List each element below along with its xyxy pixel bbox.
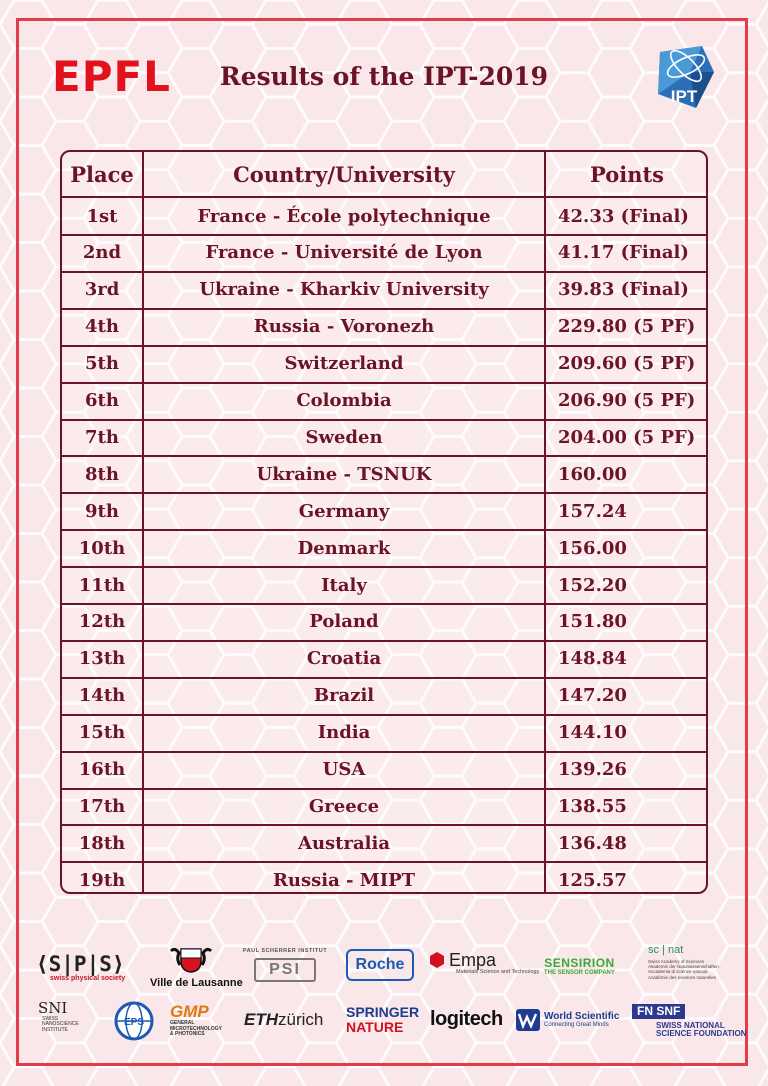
table-row bbox=[62, 346, 706, 384]
place-cell: 14th bbox=[78, 685, 126, 707]
world-scientific-icon bbox=[516, 1009, 540, 1031]
empa-text: Empa bbox=[449, 950, 497, 970]
empa-logo bbox=[428, 951, 539, 976]
country-cell: Poland bbox=[309, 611, 379, 633]
place-cell: 4th bbox=[85, 316, 119, 338]
points-cell: 157.24 bbox=[558, 500, 627, 522]
table-row bbox=[62, 788, 706, 826]
page-title: Results of the IPT-2019 bbox=[219, 62, 549, 91]
sponsor-logos bbox=[34, 944, 747, 1045]
country-cell: Sweden bbox=[305, 426, 383, 448]
country-cell: Greece bbox=[308, 795, 380, 817]
sensirion-text: SENSIRION bbox=[544, 956, 615, 970]
country-cell: Ukraine - Kharkiv University bbox=[199, 279, 489, 301]
snf-text: SCIENCE FOUNDATION bbox=[656, 1029, 747, 1039]
roche-logo: Roche bbox=[346, 949, 414, 981]
place-cell: 16th bbox=[78, 759, 126, 780]
sps-logo bbox=[36, 953, 125, 982]
country-cell: Germany bbox=[298, 500, 390, 522]
table-row bbox=[62, 493, 706, 531]
sensirion-subtitle: THE SENSOR COMPANY bbox=[544, 969, 615, 976]
place-cell: 19th bbox=[78, 869, 126, 891]
country-cell: France - Université de Lyon bbox=[205, 242, 483, 264]
country-cell: Australia bbox=[298, 832, 390, 854]
place-cell: 2nd bbox=[82, 242, 122, 264]
table-row bbox=[62, 752, 706, 790]
psi-logo bbox=[242, 949, 328, 982]
header-place: Place bbox=[70, 161, 134, 187]
points-cell: 209.60 (5 PF) bbox=[558, 353, 696, 375]
place-cell: 10th bbox=[78, 537, 126, 559]
points-cell: 156.00 bbox=[558, 537, 627, 559]
country-cell: France - École polytechnique bbox=[197, 205, 491, 227]
eth-logo bbox=[244, 1011, 323, 1029]
points-cell: 152.20 bbox=[558, 574, 627, 596]
scnat-subtitle: Accademia di scienze naturali bbox=[648, 969, 708, 975]
table-row bbox=[62, 715, 706, 753]
country-cell: Denmark bbox=[297, 537, 391, 559]
points-cell: 144.10 bbox=[558, 722, 627, 744]
eps-globe-icon bbox=[114, 1001, 154, 1041]
table-row bbox=[62, 456, 706, 494]
psi-top-text: PAUL SCHERRER INSTITUT bbox=[242, 948, 328, 954]
epfl-logo: EPFL bbox=[52, 52, 171, 101]
table-row bbox=[62, 198, 706, 236]
country-cell: USA bbox=[322, 759, 366, 780]
place-cell: 17th bbox=[78, 795, 126, 817]
country-cell: Colombia bbox=[296, 390, 392, 411]
snf-text: SWISS NATIONAL bbox=[656, 1020, 725, 1030]
results-table bbox=[60, 150, 708, 894]
gmp-subtitle: & PHOTONICS bbox=[170, 1031, 205, 1038]
header-country: Country/University bbox=[233, 161, 455, 187]
scnat-logo bbox=[648, 945, 719, 980]
table-row bbox=[62, 825, 706, 863]
sni-subtitle: INSTITUTE bbox=[42, 1026, 68, 1033]
sps-subtitle: swiss physical society bbox=[50, 975, 126, 983]
sni-logo bbox=[38, 1001, 79, 1033]
scnat-subtitle: Swiss Academy of Sciences bbox=[648, 958, 705, 964]
table-row bbox=[62, 530, 706, 568]
country-cell: Russia - MIPT bbox=[272, 869, 416, 891]
points-cell: 148.84 bbox=[558, 648, 627, 670]
eps-logo bbox=[114, 1001, 154, 1041]
sni-subtitle: NANOSCIENCE bbox=[42, 1021, 79, 1028]
points-cell: 206.90 (5 PF) bbox=[558, 390, 696, 411]
place-cell: 1st bbox=[86, 205, 118, 227]
table-header-row bbox=[62, 152, 706, 198]
table-row bbox=[62, 641, 706, 679]
table-row bbox=[62, 272, 706, 310]
place-cell: 12th bbox=[78, 611, 126, 633]
points-cell: 204.00 (5 PF) bbox=[558, 426, 696, 448]
place-cell: 13th bbox=[78, 648, 126, 670]
table-row bbox=[62, 309, 706, 347]
points-cell: 125.57 bbox=[558, 869, 627, 891]
lausanne-text: Ville de Lausanne bbox=[150, 976, 243, 989]
country-cell: Italy bbox=[321, 574, 367, 596]
points-cell: 138.55 bbox=[558, 795, 627, 817]
gmp-subtitle: GENERAL bbox=[170, 1019, 195, 1026]
table-row bbox=[62, 235, 706, 273]
country-cell: Ukraine - TSNUK bbox=[256, 463, 432, 485]
place-cell: 6th bbox=[85, 390, 119, 411]
world-scientific-text: World Scientific bbox=[544, 1010, 620, 1022]
snf-mark: FN SNF bbox=[632, 1004, 685, 1019]
place-cell: 3rd bbox=[84, 279, 120, 301]
header-points: Points bbox=[589, 161, 664, 187]
sensirion-logo bbox=[544, 957, 615, 976]
lausanne-crest-icon bbox=[167, 945, 215, 973]
place-cell: 15th bbox=[78, 722, 126, 744]
eps-text: EPS bbox=[123, 1017, 145, 1028]
sps-mark: ⟨S|P|S⟩ bbox=[36, 952, 125, 976]
table-row bbox=[62, 383, 706, 421]
psi-mark: PSI bbox=[254, 958, 316, 982]
points-cell: 229.80 (5 PF) bbox=[558, 316, 696, 338]
gmp-mark: GMP bbox=[170, 1002, 209, 1021]
country-cell: Brazil bbox=[313, 685, 375, 707]
scnat-subtitle: Académie des sciences naturelles bbox=[648, 974, 717, 980]
springer-text: SPRINGER bbox=[346, 1004, 420, 1020]
gmp-subtitle: MICROTECHNOLOGY bbox=[170, 1025, 222, 1032]
place-cell: 11th bbox=[78, 574, 126, 596]
points-cell: 39.83 (Final) bbox=[558, 279, 689, 301]
points-cell: 147.20 bbox=[558, 685, 627, 707]
place-cell: 8th bbox=[85, 463, 119, 485]
scnat-subtitle: Akademie der Naturwissenschaften bbox=[648, 963, 719, 969]
sni-mark: SNI bbox=[38, 999, 68, 1017]
gmp-logo bbox=[170, 1003, 222, 1038]
place-cell: 18th bbox=[78, 832, 126, 854]
place-cell: 5th bbox=[85, 353, 119, 375]
world-scientific-logo bbox=[516, 1009, 619, 1031]
snf-logo bbox=[632, 1003, 747, 1039]
country-cell: Croatia bbox=[306, 648, 382, 670]
table-row bbox=[62, 419, 706, 457]
eth-mark: ETH bbox=[244, 1010, 278, 1029]
place-cell: 7th bbox=[85, 426, 119, 448]
table-row bbox=[62, 604, 706, 642]
empa-hexagon-icon bbox=[428, 951, 446, 969]
world-scientific-subtitle: Connecting Great Minds bbox=[544, 1022, 609, 1029]
sni-subtitle: SWISS bbox=[42, 1015, 59, 1022]
logitech-logo: logitech bbox=[430, 1008, 503, 1030]
eth-city: zürich bbox=[278, 1010, 324, 1029]
table-row bbox=[62, 678, 706, 716]
empa-subtitle: Materials Science and Technology bbox=[456, 968, 540, 975]
scnat-mark: sc | nat bbox=[648, 944, 684, 956]
nature-text: NATURE bbox=[346, 1019, 404, 1036]
points-cell: 151.80 bbox=[558, 611, 627, 633]
country-cell: Russia - Voronezh bbox=[253, 316, 435, 338]
points-cell: 41.17 (Final) bbox=[558, 242, 689, 264]
country-cell: Switzerland bbox=[284, 353, 404, 375]
points-cell: 139.26 bbox=[558, 759, 627, 780]
table-row bbox=[62, 862, 706, 894]
points-cell: 42.33 (Final) bbox=[558, 205, 689, 227]
place-cell: 9th bbox=[85, 500, 119, 522]
country-cell: India bbox=[317, 722, 371, 744]
points-cell: 136.48 bbox=[558, 832, 627, 854]
points-cell: 160.00 bbox=[558, 463, 627, 485]
lausanne-logo bbox=[150, 945, 243, 989]
table-row bbox=[62, 567, 706, 605]
springer-nature-logo bbox=[346, 1005, 419, 1036]
ipt-logo-text: IPT bbox=[670, 87, 698, 106]
ipt-logo bbox=[650, 42, 718, 112]
